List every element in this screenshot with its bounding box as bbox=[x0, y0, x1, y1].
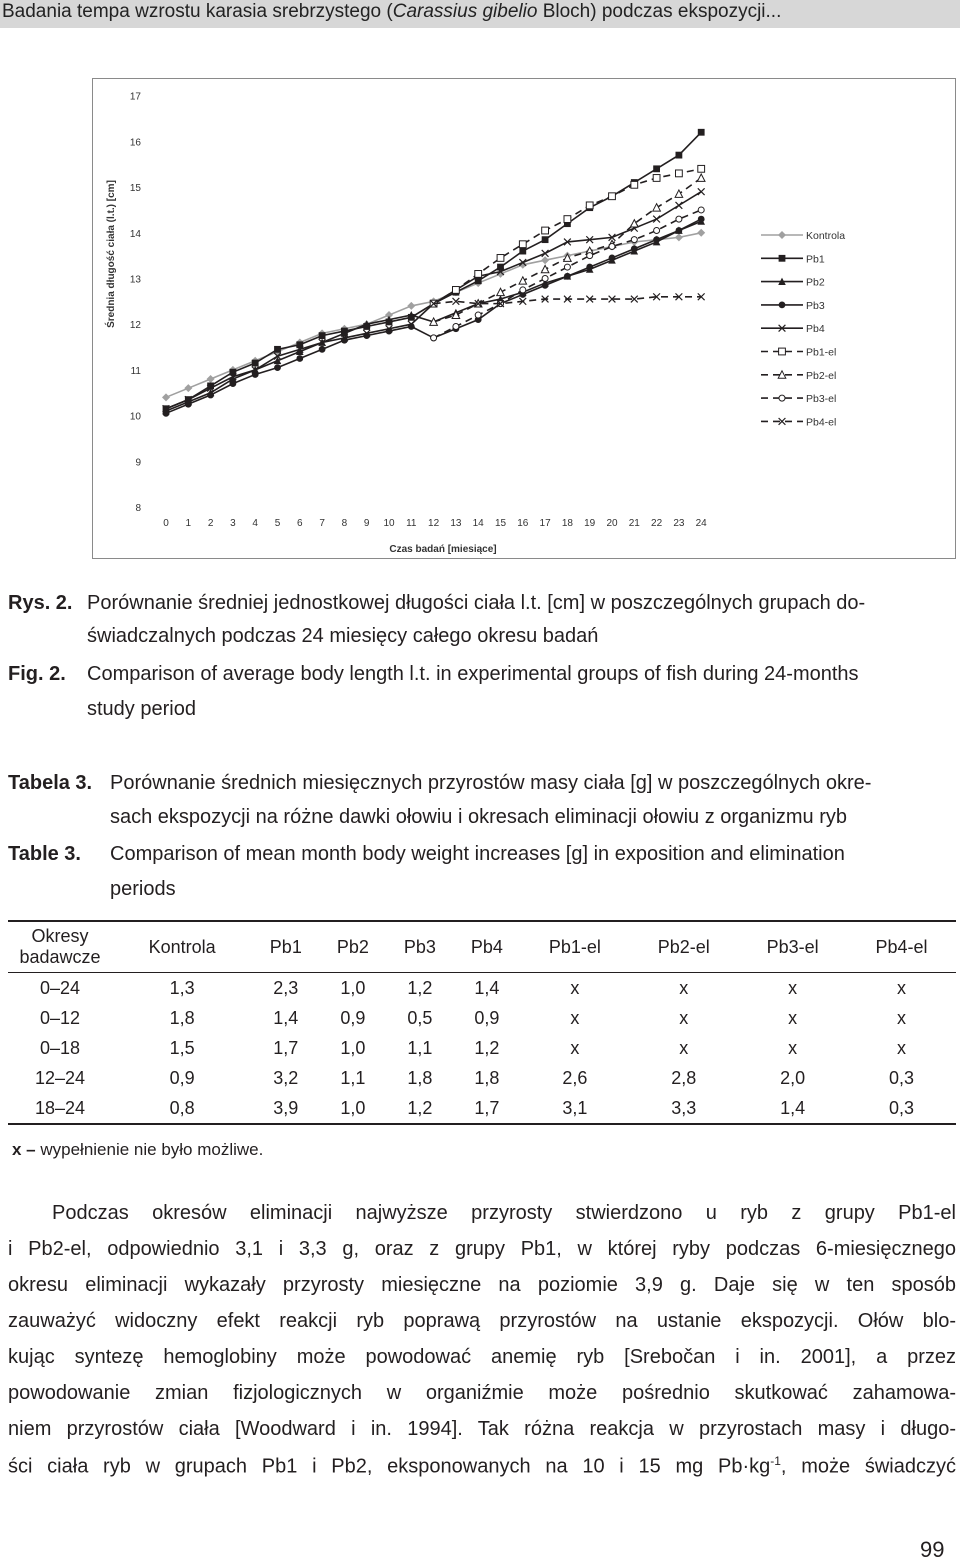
fig-caption-text1: Comparison of average body length l.t. in experimental groups of fish during 24-months bbox=[87, 663, 859, 685]
table-header-cell: Pb2-el bbox=[629, 921, 738, 973]
legend-label-pb3-el: Pb3-el bbox=[806, 393, 837, 406]
running-header bbox=[0, 0, 960, 28]
data-point-pb3-el bbox=[453, 323, 459, 329]
table-cell: 2,6 bbox=[562, 1067, 588, 1088]
table-header-row bbox=[8, 921, 956, 973]
table-cell: 1,7 bbox=[273, 1037, 299, 1058]
x-tick-label: 1 bbox=[185, 518, 192, 529]
table-cell: 1,3 bbox=[169, 977, 195, 998]
table-row bbox=[8, 1033, 956, 1063]
data-point-pb1 bbox=[542, 236, 549, 243]
data-point-pb1 bbox=[698, 129, 705, 136]
data-point-pb3 bbox=[207, 392, 214, 399]
table-cell: 0,9 bbox=[474, 1007, 500, 1028]
table-cell: 18–24 bbox=[8, 1093, 112, 1124]
table-header-cell: Pb3 bbox=[386, 921, 453, 973]
table-cell: 12–24 bbox=[34, 1067, 86, 1088]
table-caption-text1: Comparison of mean month body weight increases [g] in exposition and elimination bbox=[110, 843, 845, 865]
data-point-pb3 bbox=[274, 364, 281, 371]
data-point-kontrola bbox=[541, 256, 549, 264]
table-footnote: x – wypełnienie nie było możliwe. bbox=[12, 1140, 264, 1159]
data-point-pb1-el bbox=[497, 255, 504, 262]
table-cell: x bbox=[897, 1037, 907, 1058]
data-point-pb3 bbox=[676, 227, 683, 234]
data-point-pb1 bbox=[274, 346, 281, 353]
table-header-cell: Pb1 bbox=[252, 921, 319, 973]
table-cell: 1,4 bbox=[738, 1093, 847, 1124]
table-cell: 0–12 bbox=[39, 1007, 81, 1028]
x-tick-label: 6 bbox=[297, 518, 303, 529]
x-tick-label: 15 bbox=[494, 518, 507, 529]
x-tick-label: 17 bbox=[539, 518, 551, 529]
tabela-caption-text1: Porównanie średnich miesięcznych przyrostów masy ciała [g] w poszczególnych okre- bbox=[110, 772, 872, 794]
data-point-pb3 bbox=[319, 346, 326, 353]
tabela-caption-text2: sach ekspozycji na różne dawki ołowiu i okresach eliminacji ołowiu z organizmu ryb bbox=[110, 806, 847, 828]
paragraph-line-7: niem przyrostów ciała [Woodward i in. 1994]. Tak różna reakcja w przyrostach masy i długo- bbox=[8, 1418, 956, 1440]
fig-caption-text2: study period bbox=[87, 698, 196, 720]
data-point-pb3-el bbox=[564, 264, 570, 270]
table-cell: x bbox=[788, 1007, 798, 1028]
data-point-pb1-el bbox=[609, 193, 616, 200]
table-cell: x bbox=[679, 1007, 689, 1028]
x-tick-label: 22 bbox=[651, 518, 663, 529]
table-header-cell: Kontrola bbox=[112, 921, 252, 973]
data-point-pb4 bbox=[676, 202, 683, 209]
table-row bbox=[8, 1003, 956, 1033]
table-cell: x bbox=[570, 977, 580, 998]
table-cell: x bbox=[897, 1007, 907, 1028]
y-tick-label: 10 bbox=[129, 411, 141, 423]
table-cell: 1,4 bbox=[273, 1007, 299, 1028]
data-point-pb1 bbox=[519, 248, 526, 255]
running-header-title: Badania tempa wzrostu karasia srebrzystego (Carassius gibelio Bloch) podczas ekspozycji... bbox=[2, 1, 782, 22]
data-point-kontrola bbox=[407, 302, 415, 310]
y-tick-label: 15 bbox=[129, 183, 141, 195]
table-cell: 1,8 bbox=[407, 1067, 433, 1088]
y-tick-label: 13 bbox=[129, 274, 141, 286]
x-tick-label: 8 bbox=[341, 518, 348, 529]
table-cell: 1,8 bbox=[474, 1067, 500, 1088]
table-cell: x bbox=[788, 977, 798, 998]
data-point-pb3 bbox=[564, 273, 571, 280]
rys-caption-text1: Porównanie średniej jednostkowej długości ciała l.t. [cm] w poszczególnych grupach do- bbox=[87, 592, 866, 614]
x-tick-label: 0 bbox=[163, 518, 169, 529]
x-tick-label: 2 bbox=[207, 518, 214, 529]
y-tick-label: 16 bbox=[129, 137, 141, 149]
data-point-pb1-el bbox=[586, 202, 593, 209]
table-cell: 1,1 bbox=[407, 1037, 433, 1058]
rys-caption-line1: Rys. 2. bbox=[8, 592, 73, 614]
data-point-pb3 bbox=[631, 245, 638, 252]
paragraph-line-1: Podczas okresów eliminacji najwyższe przyrosty stwierdzono u ryb z grupy Pb1-el bbox=[52, 1202, 956, 1224]
data-point-pb4 bbox=[542, 250, 549, 257]
paragraph-line-6: powodowanie zmian fizjologicznych w organiźmie może pośrednio skutkować zahamowa- bbox=[8, 1382, 956, 1404]
y-tick-label: 14 bbox=[129, 228, 141, 240]
data-point-pb2-el bbox=[653, 204, 661, 211]
x-tick-label: 9 bbox=[363, 518, 370, 529]
series-line-pb3 bbox=[166, 219, 701, 413]
page-number: 99 bbox=[920, 1537, 945, 1562]
data-point-pb4 bbox=[698, 188, 705, 195]
data-point-pb3-el bbox=[631, 237, 637, 243]
table-cell: 3,3 bbox=[629, 1093, 738, 1124]
y-tick-label: 17 bbox=[129, 91, 141, 103]
x-tick-label: 4 bbox=[252, 518, 258, 529]
table-header-cell: Pb3-el bbox=[738, 921, 847, 973]
legend-marker-pb3 bbox=[779, 302, 786, 309]
table-cell: 1,2 bbox=[474, 1037, 500, 1058]
data-point-pb2-el bbox=[675, 190, 683, 197]
series-line-pb2 bbox=[166, 221, 701, 411]
table-cell: 1,8 bbox=[169, 1007, 195, 1028]
series-line-pb1 bbox=[166, 132, 701, 408]
legend-label-pb1-el: Pb1-el bbox=[806, 346, 837, 359]
data-point-pb1-el bbox=[698, 165, 705, 172]
table-cell: 2,8 bbox=[671, 1067, 697, 1088]
data-point-kontrola bbox=[697, 229, 705, 237]
x-tick-label: 18 bbox=[561, 518, 573, 529]
data-point-pb1-el bbox=[475, 271, 482, 278]
data-point-pb3-el bbox=[431, 335, 437, 341]
data-point-pb1 bbox=[319, 332, 326, 339]
table-header-cell: Pb4 bbox=[453, 921, 520, 973]
table-cell: 1,1 bbox=[340, 1067, 366, 1088]
y-tick-label: 11 bbox=[130, 365, 141, 377]
legend-label-pb2: Pb2 bbox=[806, 276, 825, 289]
figure-2-chart bbox=[92, 78, 956, 559]
table-cell: 0,3 bbox=[847, 1093, 956, 1124]
data-point-pb1-el bbox=[453, 287, 460, 294]
legend-marker-pb1 bbox=[779, 255, 786, 262]
data-point-pb1-el bbox=[519, 241, 526, 248]
data-point-pb4 bbox=[653, 216, 660, 223]
table-header-cell: Pb4-el bbox=[847, 921, 956, 973]
data-point-pb2-el bbox=[697, 174, 705, 181]
y-tick-label: 12 bbox=[129, 320, 141, 332]
table-cell: 1,2 bbox=[407, 977, 433, 998]
paragraph-line-5: kując syntezę hemoglobiny może powodować anemię ryb [Srebočan i in. 2001], a przez bbox=[8, 1346, 956, 1368]
table-cell: 1,0 bbox=[319, 1093, 386, 1124]
table-cell: 1,0 bbox=[340, 1037, 366, 1058]
data-point-pb3-el bbox=[520, 287, 526, 293]
table-cell: 0,5 bbox=[407, 1007, 433, 1028]
table-row bbox=[8, 973, 956, 1004]
data-point-pb3-el bbox=[676, 216, 682, 222]
table-cell: 1,7 bbox=[453, 1093, 520, 1124]
data-point-pb3-el bbox=[698, 207, 704, 213]
chart-svg bbox=[93, 79, 955, 558]
data-point-pb3 bbox=[586, 264, 593, 271]
x-tick-label: 10 bbox=[383, 518, 395, 529]
y-tick-label: 9 bbox=[135, 457, 141, 469]
table-row bbox=[8, 1063, 956, 1093]
x-tick-label: 16 bbox=[517, 518, 529, 529]
x-tick-label: 23 bbox=[673, 518, 685, 529]
data-point-pb1-el bbox=[631, 181, 638, 188]
data-point-pb3-el bbox=[542, 276, 548, 282]
table-header-periods: Okresy badawcze bbox=[8, 921, 112, 973]
paragraph-line-4: zauważyć widoczny efekt reakcji ryb poprawą przyrostów na ustanie ekspozycji. Ołów blo- bbox=[8, 1310, 956, 1332]
data-point-pb3 bbox=[542, 282, 549, 289]
table-cell: 1,0 bbox=[340, 977, 366, 998]
y-tick-label: 8 bbox=[135, 503, 141, 514]
table-cell: 0,3 bbox=[889, 1067, 915, 1088]
data-point-kontrola bbox=[675, 233, 683, 241]
series-line-pb4-el bbox=[434, 297, 702, 304]
x-axis-label: Czas badań [miesiące] bbox=[389, 544, 497, 555]
table-header-cell: Pb1-el bbox=[520, 921, 629, 973]
table-row bbox=[8, 1093, 956, 1124]
data-point-pb1-el bbox=[653, 175, 660, 182]
table-cell: 1,5 bbox=[169, 1037, 195, 1058]
data-point-pb3 bbox=[296, 355, 303, 362]
paragraph-line-2: i Pb2-el, odpowiednio 3,1 i 3,3 g, oraz z grupy Pb1, w której ryby podczas 6-miesięcznego bbox=[8, 1238, 956, 1260]
table-cell: x bbox=[788, 1037, 798, 1058]
data-point-pb3-el bbox=[587, 253, 593, 259]
table-cell: x bbox=[897, 977, 907, 998]
legend-marker-pb1-el bbox=[779, 348, 786, 355]
data-point-kontrola bbox=[184, 384, 192, 392]
table-cell: 2,3 bbox=[273, 977, 299, 998]
data-point-pb3-el bbox=[609, 244, 615, 250]
legend-label-pb1: Pb1 bbox=[806, 253, 825, 266]
data-point-pb1 bbox=[653, 165, 660, 172]
data-point-pb3 bbox=[653, 236, 660, 243]
x-tick-label: 21 bbox=[628, 518, 640, 529]
table-cell: x bbox=[570, 1037, 580, 1058]
data-point-pb3-el bbox=[475, 312, 481, 318]
data-point-pb3-el bbox=[654, 228, 660, 234]
tabela-caption-label: Tabela 3. bbox=[8, 772, 93, 794]
legend-label-kontrola: Kontrola bbox=[806, 230, 846, 242]
data-point-pb2-el bbox=[519, 277, 527, 284]
data-point-kontrola bbox=[162, 393, 170, 401]
data-point-pb3 bbox=[609, 255, 616, 262]
table-cell: 0,9 bbox=[340, 1007, 366, 1028]
table-cell: 0–24 bbox=[39, 977, 81, 998]
legend-label-pb3: Pb3 bbox=[806, 299, 825, 312]
data-point-pb3 bbox=[698, 216, 705, 223]
paragraph-line-8: ści ciała ryb w grupach Pb1 i Pb2, eksponowanych na 10 i 15 mg $Pb\cdot kg^{-1}$, może świadczyć bbox=[8, 1454, 956, 1478]
table-cell: 1,2 bbox=[386, 1093, 453, 1124]
x-tick-label: 13 bbox=[450, 518, 462, 529]
legend-marker-pb3-el bbox=[779, 395, 785, 401]
x-tick-label: 3 bbox=[230, 518, 236, 529]
x-tick-label: 24 bbox=[695, 518, 707, 529]
data-point-pb2-el bbox=[497, 288, 505, 295]
data-point-pb3 bbox=[230, 380, 237, 387]
data-point-pb1-el bbox=[542, 227, 549, 234]
x-tick-label: 20 bbox=[606, 518, 618, 529]
rys-caption-text2: świadczalnych podczas 24 miesięcy całego okresu badań bbox=[87, 625, 599, 647]
legend-label-pb2-el: Pb2-el bbox=[806, 369, 837, 382]
y-axis-label: Średnia długość ciała (l.t.) [cm] bbox=[106, 180, 117, 328]
table-cell: 2,0 bbox=[780, 1067, 806, 1088]
legend-marker-kontrola bbox=[778, 231, 786, 239]
data-point-pb1 bbox=[676, 152, 683, 159]
data-point-pb1 bbox=[252, 360, 259, 367]
x-tick-label: 11 bbox=[406, 518, 417, 529]
paragraph-line-3: okresu eliminacji wykazały przyrosty miesięczne na poziomie 3,9 g. Daje się w ten sposób bbox=[8, 1274, 956, 1296]
table-cell: 0,8 bbox=[112, 1093, 252, 1124]
series-line-pb2-el bbox=[434, 178, 702, 322]
table-cell: 1,4 bbox=[474, 977, 500, 998]
data-point-pb1-el bbox=[564, 216, 571, 223]
x-tick-label: 14 bbox=[472, 518, 484, 529]
table-cell: 0–18 bbox=[39, 1037, 81, 1058]
table-caption-text2: periods bbox=[110, 878, 176, 900]
data-point-pb1-el bbox=[676, 170, 683, 177]
legend-label-pb4-el: Pb4-el bbox=[806, 416, 837, 429]
x-tick-label: 5 bbox=[274, 518, 281, 529]
fig-caption-label: Fig. 2. bbox=[8, 663, 66, 685]
table-cell: 3,1 bbox=[520, 1093, 629, 1124]
data-point-pb2-el bbox=[541, 265, 549, 272]
table-cell: x bbox=[679, 1037, 689, 1058]
x-tick-label: 7 bbox=[319, 518, 325, 529]
table-cell: x bbox=[679, 977, 689, 998]
table-header-cell: Pb2 bbox=[319, 921, 386, 973]
x-tick-label: 12 bbox=[428, 518, 440, 529]
table-caption-label: Table 3. bbox=[8, 843, 81, 865]
legend-label-pb4: Pb4 bbox=[806, 323, 825, 336]
table-cell: 3,9 bbox=[252, 1093, 319, 1124]
table-cell: x bbox=[570, 1007, 580, 1028]
x-tick-label: 19 bbox=[584, 518, 596, 529]
weight-increase-table bbox=[8, 920, 956, 1125]
data-point-kontrola bbox=[207, 375, 215, 383]
table-cell: 0,9 bbox=[169, 1067, 195, 1088]
table-cell: 3,2 bbox=[273, 1067, 299, 1088]
